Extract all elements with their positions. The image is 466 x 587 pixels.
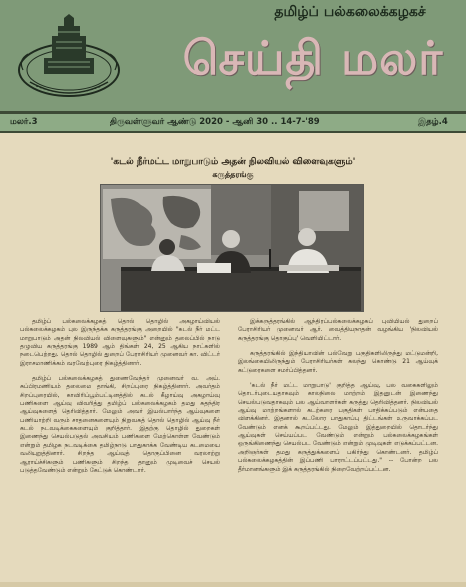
issue-number: இதழ்.4 [418, 117, 448, 127]
seminar-photo-image [101, 185, 363, 311]
article-paragraph: தமிழ்ப் பல்கலைக்கழகத் தொல் தொழில் அகழாய்வியல் பல்கலைக்கழகம் புல இருந்தக்க கருத்தரங்கு அறையில் "கடல் நீர் மட்ட மாறுபாடும் அதன் நிலவியல் விளைவுகளும்" என்னும் தலைப்பில் நாடு தழுவிய கருத்தரங்கு 1989 ஆம் திங்கள் 24, 25 ஆகிய நாட்களில் நடைபெற்றது. தொல் தொழில் துறைப் பேராசிரியர் முனைவர் கா. விட்டர் இராசமாணிக்கம் வரவேற்புரை நிகழ்த்தினார். [20, 318, 220, 367]
article-paragraph: இக்கருத்தரங்கில் ஆந்திரப்பல்கலைக்கழகப் புவியியல் துறைப் பேராசிரியர் முனைவர் ஆர். வைத்தியநாதன் வழங்கிய 'நிலவியல் கருத்தரங்கு தொகுப்பு' வெளியிட்டார். [238, 318, 438, 342]
article-left-column [20, 318, 220, 482]
page-bottom-edge [0, 582, 466, 587]
article-paragraph: கருத்தரங்கில் இந்தியாவின் பல்வேறு பகுதிகளிலிருந்து மட்டுமன்றி, இலங்கையிலிருந்தும் பேராசிரியர்கள் கலந்து கொண்டு 21 ஆய்வுக் கட்டுரைகளை சமர்ப்பித்தனர். [238, 350, 438, 374]
newsletter-title: செய்தி மலர் [182, 31, 444, 85]
issue-date: திருவள்ளுவர் ஆண்டு 2020 - ஆனி 30 .. 14-7-'89 [110, 117, 320, 127]
article-paragraph: தமிழ்ப் பல்கலைக்கழகத் துணைவேந்தர் முனைவர் வ. அய். சுப்பிரமணியம் தலைமை தாங்கி, சிறப்புரை நிகழ்த்தினார். அவர்தம் சிறப்புரையில், காவிரிப்பூம்பட்டினத்தில் கடல் கீழாய்வு அகழாய்வு பணிகளை ஆய்வு விவரித்து தமிழ்ப் பல்கலைக்கழகம் தமது சுதந்திர ஆய்வுகளைத் தெரிவித்தார். மேலும் அவர் இயல்பார்ந்த ஆய்வுகளை பணியாற்றி வரும் சாதனைகளையும் நிறுவகத் தொல் தொழில் ஆய்வு நீர் கடல் நடவடிக்கைகளையும் குறித்தார். இதற்கு தொழில் துறைகள் இணைந்து செயல்படுதல் அவசியம் பணிகளை மேற்கொள்ள வேண்டும் என்றும் தமிழக நடவடிக்கை தமிழ்நாடு பாதுகாக்க வேண்டிய கடமையை வலியுறுத்தினார். சிறந்த ஆய்வுத் தொகுப்பினை வரலாற்று ஆராய்ச்சிகளும் பணிகளும் சிறந்த தானும் முடிவைச் செயல் படுத்தவேண்டும் என்றும் கேட்டுக் கொண்டார். [20, 375, 220, 474]
issue-bar-divider [0, 131, 466, 133]
article-headline: 'கடல் நீர்மட்ட மாறுபாடும் அதன் நிலவியல் விளைவுகளும்' [110, 157, 356, 167]
article-right-column [238, 318, 438, 481]
masthead [0, 0, 466, 111]
article-subhead: கருத்தரங்கு [212, 170, 254, 179]
volume-number: மலர்.3 [10, 117, 38, 127]
seminar-photo [100, 184, 364, 312]
university-logo [14, 12, 124, 104]
article-paragraph: 'கடல் நீர் மட்ட மாறுபாடு' குறித்த ஆய்வு, பல வகைகளிலும் தொடர்புடையதாகவும் காலநிலை மாற்றம் இதனுடன் இணைந்து செயல்படுவதாகவும் பல ஆய்வாளர்கள் கருத்து தெரிவித்தனர். நிலவியல் ஆய்வு மாற்றங்களால் கடற்கரை பகுதிகள் பாதிக்கப்படும் என்பதை விளக்கினர். இதனால் கடலோர பாதுகாப்பு திட்டங்கள் உருவாக்கப்பட வேண்டும் எனக் கூறப்பட்டது. மேலும் இத்துறையில் தொடர்ந்து ஆய்வுகள் செய்யப்பட வேண்டும் என்றும் பல்கலைக்கழகங்கள் ஒருங்கிணைந்து செயல்பட வேண்டும் என்றும் முடிவுகள் எடுக்கப்பட்டன. அறிஞர்கள் தமது கருத்துக்களைப் பகிர்ந்து கொண்டனர். தமிழ்ப் பல்கலைக்கழகத்தின் இப்பணி பாராட்டப்பட்டது." -- போன்ற பல தீர்மானங்களும் இக் கருத்தரங்கில் நிறைவேற்றப்பட்டன. [238, 382, 438, 473]
university-emblem-icon [14, 12, 124, 104]
university-name: தமிழ்ப் பல்கலைக்கழகச் [274, 4, 426, 20]
issue-info-bar [0, 114, 466, 131]
